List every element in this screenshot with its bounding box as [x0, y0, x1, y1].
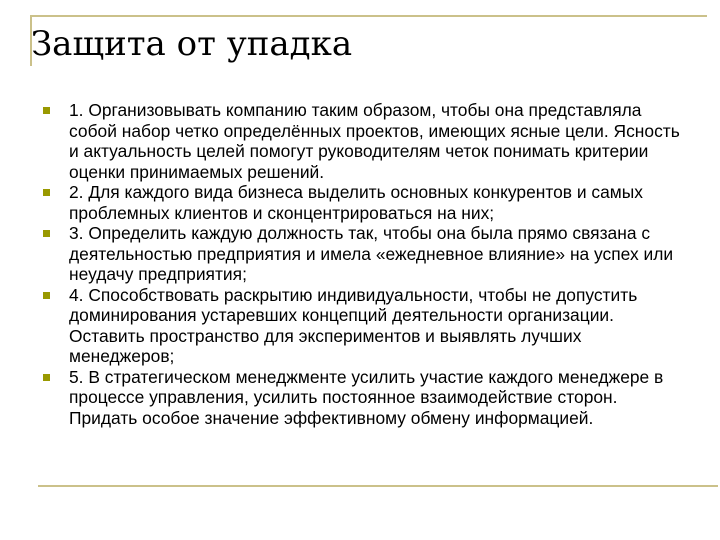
bullet-text: 2. Для каждого вида бизнеса выделить основных конкурентов и самых проблемных клиентов и сконцентрироваться на них;	[69, 182, 643, 223]
square-bullet-icon	[43, 189, 50, 196]
bullet-text: 4. Способствовать раскрытию индивидуальности, чтобы не допустить доминирования устаревших концепций деятельности организации. Оставить пространство для экспериментов и выявлять лучших менеджеров;	[69, 284, 638, 366]
square-bullet-icon	[43, 292, 50, 299]
bullet-list	[0, 100, 720, 428]
bullet-item	[0, 100, 689, 182]
bottom-accent-rule	[38, 485, 718, 487]
bullet-item	[0, 367, 689, 429]
bullet-text: 3. Определить каждую должность так, чтобы она была прямо связана с деятельностью предприятия и имела «ежедневное влияние» на успех или неудачу предприятия;	[69, 223, 674, 284]
slide-title: Защита от упадка	[31, 24, 353, 64]
square-bullet-icon	[43, 230, 50, 237]
bullet-item	[0, 285, 689, 367]
square-bullet-icon	[43, 374, 50, 381]
bullet-item	[0, 182, 689, 223]
bullet-item	[0, 223, 689, 285]
bullet-text: 1. Организовывать компанию таким образом, чтобы она представляла собой набор четко определённых проектов, имеющих ясные цели. Ясность и актуальность целей помогут руководителям четок понимать критерии оценки принимаемых решений.	[69, 100, 680, 182]
square-bullet-icon	[43, 107, 50, 114]
top-accent-rule	[30, 15, 707, 17]
bullet-text: 5. В стратегическом менеджменте усилить участие каждого менеджере в процессе управления, усилить постоянное взаимодействие сторон. Придать особое значение эффективному обмену информацией.	[69, 366, 664, 428]
